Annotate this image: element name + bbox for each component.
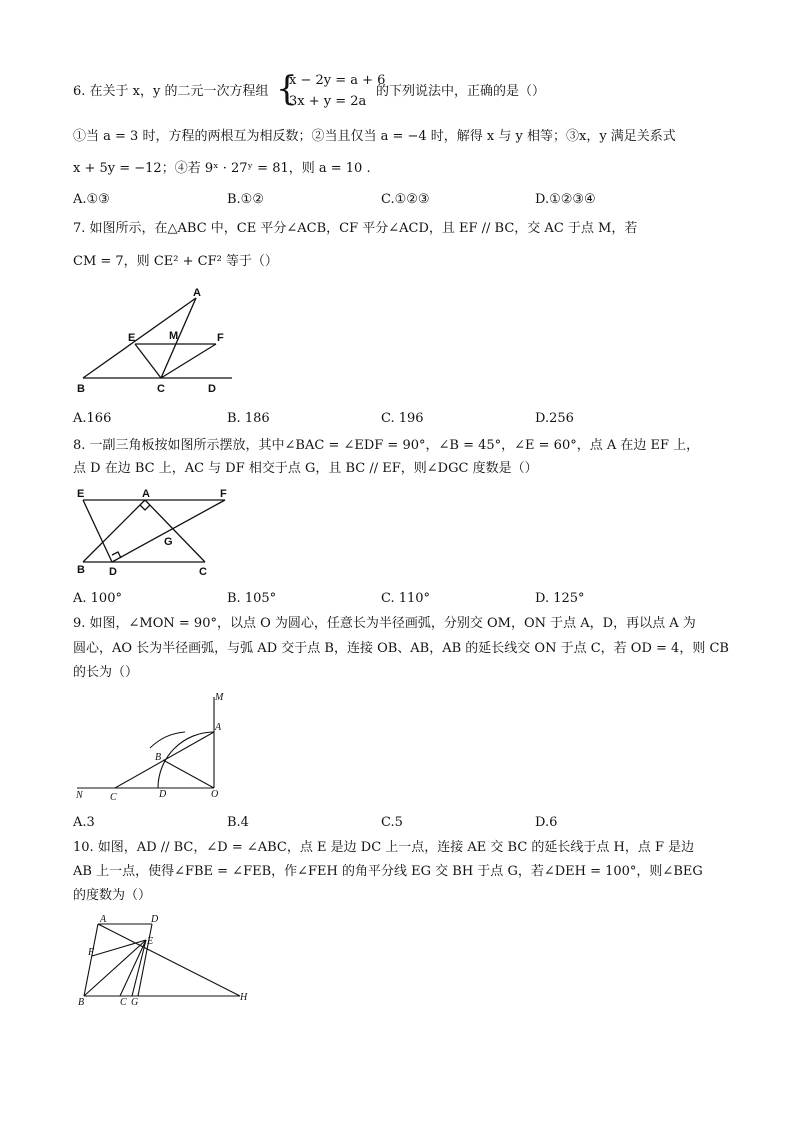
q9-label-m: M: [215, 692, 224, 703]
q9-arc-center-a: [150, 732, 185, 748]
q10-line-ec: [120, 940, 146, 996]
q9-stem-line3: 的长为（）: [73, 665, 139, 680]
q8-label-e: E: [77, 488, 85, 500]
q10-line-ah: [98, 924, 240, 996]
q9-option-a: A.3: [73, 815, 95, 830]
q10-stem-line2: AB 上一点，使得∠FBE = ∠FEB，作∠FEH 的角平分线 EG 交 BH 于点 G，若∠DEH = 100°，则∠BEG: [73, 864, 703, 879]
q10-label-e: E: [147, 936, 154, 947]
q9-line-ac: [115, 732, 214, 788]
q8-label-b: B: [77, 564, 85, 576]
q10-line-ab: [84, 924, 98, 996]
q8-line-ac: [145, 500, 205, 562]
q6-eq1: x − 2y = a + 6: [289, 73, 386, 88]
q7-label-m: M: [169, 330, 179, 342]
q8-label-a: A: [142, 488, 150, 500]
q6-stem-tail: 的下列说法中，正确的是（）: [376, 84, 546, 99]
q7-line-cf: [161, 344, 216, 378]
q10-line-eg: [132, 940, 146, 996]
q7-label-c: C: [157, 383, 165, 395]
q7-stem-line1: 7. 如图所示，在△ABC 中，CE 平分∠ACB，CF 平分∠ACD，且 EF // BC，交 AC 于点 M，若: [73, 221, 638, 236]
q10-label-a: A: [100, 914, 107, 925]
q10-label-h: H: [240, 992, 248, 1003]
q10-stem-line3: 的度数为（）: [73, 888, 152, 903]
q6-option-a: A.①③: [73, 192, 110, 207]
q8-line-ab: [83, 500, 145, 562]
q7-label-e: E: [128, 332, 136, 344]
q7-label-a: A: [193, 287, 201, 299]
q7-option-d: D.256: [535, 411, 574, 426]
q8-stem-line2: 点 D 在边 BC 上，AC 与 DF 相交于点 G，且 BC // EF，则∠DGC 度数是（）: [73, 461, 538, 476]
q8-option-c: C. 110°: [381, 591, 431, 606]
q10-label-g: G: [131, 997, 139, 1008]
q10-line-be: [84, 940, 146, 996]
q9-arc-ad: [158, 732, 214, 788]
q8-stem-line1: 8. 一副三角板按如图所示摆放，其中∠BAC = ∠EDF = 90°，∠B = 45°，∠E = 60°，点 A 在边 EF 上，: [73, 438, 700, 453]
q9-option-b: B.4: [227, 815, 249, 830]
q7-option-c: C. 196: [381, 411, 424, 426]
q7-label-b: B: [77, 383, 85, 395]
q8-label-f: F: [220, 488, 227, 500]
q9-stem-line1: 9. 如图，∠MON = 90°，以点 O 为圆心，任意长为半径画弧，分别交 OM，ON 于点 A，D，再以点 A 为: [73, 616, 696, 631]
q8-option-a: A. 100°: [73, 591, 122, 606]
q10-label-f: F: [88, 947, 95, 958]
q6-brace: {: [276, 69, 298, 109]
q6-stem: 6. 在关于 x，y 的二元一次方程组: [73, 84, 269, 99]
q9-stem-line2: 圆心，AO 长为半径画弧，与弧 AD 交于点 B，连接 OB、AB，AB 的延长线交 ON 于点 C，若 OD = 4，则 CB: [73, 641, 729, 656]
q9-label-b: B: [155, 752, 162, 763]
q10-line-dc: [138, 924, 152, 996]
q6-option-d: D.①②③④: [535, 192, 596, 207]
q6-option-c: C.①②③: [381, 192, 430, 207]
q8-label-d: D: [109, 566, 117, 578]
q9-option-d: D.6: [535, 815, 558, 830]
q9-label-d: D: [159, 789, 167, 800]
q8-option-d: D. 125°: [535, 591, 585, 606]
q10-label-c: C: [120, 997, 127, 1008]
q8-option-b: B. 105°: [227, 591, 277, 606]
q10-label-d: D: [151, 914, 159, 925]
q9-option-c: C.5: [381, 815, 403, 830]
q8-right-angle-a: [140, 505, 150, 510]
q7-option-b: B. 186: [227, 411, 270, 426]
q7-stem-line2: CM = 7，则 CE² + CF² 等于（）: [73, 254, 278, 269]
q7-line-ac: [161, 298, 196, 378]
q8-label-c: C: [199, 566, 207, 578]
q9-line-ob: [163, 760, 214, 788]
q9-label-o: O: [211, 789, 219, 800]
q9-label-a: A: [215, 722, 222, 733]
q10-stem-line1: 10. 如图，AD // BC，∠D = ∠ABC，点 E 是边 DC 上一点，连接 AE 交 BC 的延长线于点 H，点 F 是边: [73, 840, 695, 855]
q8-right-angle-d: [112, 552, 121, 558]
q7-label-f: F: [217, 332, 224, 344]
q6-statements-line1: ①当 a = 3 时，方程的两根互为相反数；②当且仅当 a = −4 时，解得 x 与 y 相等；③x，y 满足关系式: [73, 129, 676, 144]
q7-label-d: D: [208, 383, 216, 395]
q6-statements-line2: x + 5y = −12；④若 9ˣ · 27ʸ = 81，则 a = 10 .: [73, 161, 371, 176]
q10-line-fe: [92, 940, 146, 956]
q7-line-ba: [83, 298, 196, 378]
q6-option-b: B.①②: [227, 192, 264, 207]
q9-label-c: C: [110, 792, 117, 803]
q10-label-b: B: [78, 997, 85, 1008]
q8-line-ed: [83, 500, 112, 562]
q9-label-n: N: [76, 790, 83, 801]
q7-option-a: A.166: [73, 411, 112, 426]
q8-line-df: [112, 500, 225, 562]
q6-eq2: 3x + y = 2a: [289, 94, 367, 109]
q7-line-ce: [135, 344, 161, 378]
q8-label-g: G: [164, 536, 173, 548]
